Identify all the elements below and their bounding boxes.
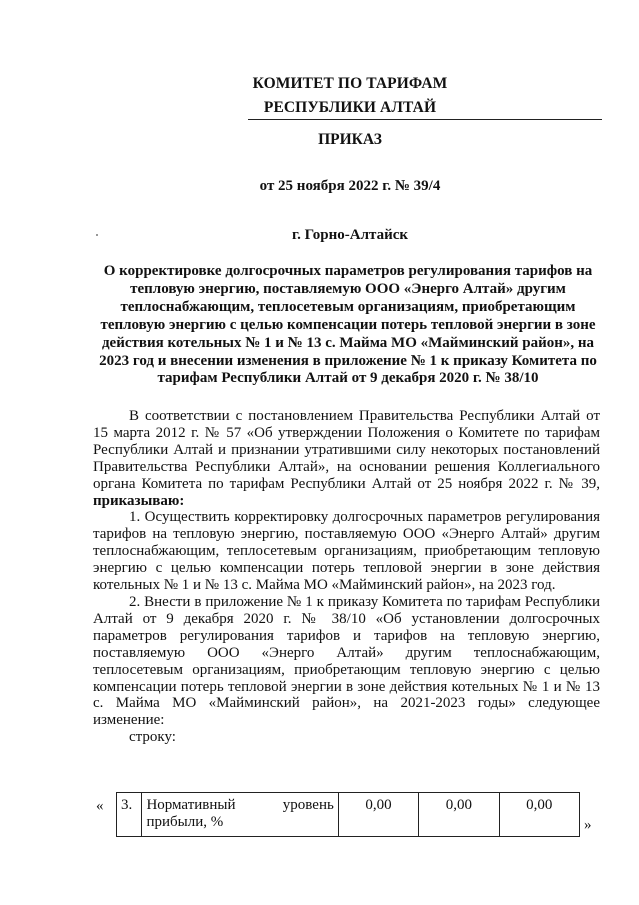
order-subject: О корректировке долгосрочных параметров регулирования тарифов на тепловую энергию, поставляемую ООО «Энерго Алтай» другим теплоснабжающим, теплосетевым организациям, приобретающим тепловую энергию с целью компенсации потерь тепловой энергии в зоне действия котельных № 1 и № 13 с. Майма МО «Майминский район», на 2023 год и внесении изменения в приложение № 1 к приказу Комитета по тарифам Республики Алтай от 9 декабря 2020 г. № 38/10 <box>99 263 597 387</box>
order-title: ПРИКАЗ <box>318 131 382 148</box>
order-date: от 25 ноября 2022 г. № 39/4 <box>259 178 441 194</box>
amendment-table <box>116 792 580 837</box>
table-close-quote: » <box>584 817 592 833</box>
row-name: Нормативный уровень прибыли, % <box>142 793 338 837</box>
table-open-quote: « <box>96 798 104 814</box>
order-body <box>93 408 600 746</box>
item-1-paragraph: 1. Осуществить корректировку долгосрочных параметров регулирования тарифов на тепловую энергию, поставляемую ООО «Энерго Алтай» другим теплоснабжающим, теплосетевым организациям, приобретающим тепловую энергию с целью компенсации потерь тепловой энергии в зоне действия котельных № 1 и № 13 с. Майма МО «Майминский район», на 2023 год. <box>93 509 600 594</box>
preamble-text: В соответствии с постановлением Правительства Республики Алтай от 15 марта 2012 г. № 57 «Об утверждении Положения о Комитете по тарифам Республики Алтай и признании утратившими силу некоторых постановлений Правительства Республики Алтай», на основании решения Коллегиального органа Комитета по тарифам Республики Алтай от 25 ноября 2022 г. № 39, <box>93 408 600 492</box>
row-number: 3. <box>117 793 142 837</box>
committee-name-line2: РЕСПУБЛИКИ АЛТАЙ <box>263 99 437 116</box>
order-city: г. Горно-Алтайск <box>291 227 409 243</box>
row-value-3: 0,00 <box>499 793 579 837</box>
row-value-2: 0,00 <box>419 793 499 837</box>
table-row <box>117 793 580 837</box>
item-2-paragraph: 2. Внести в приложение № 1 к приказу Комитета по тарифам Республики Алтай от 9 декабря 2020 г. № 38/10 «Об установлении долгосрочных параметров регулирования тарифов и тарифов на тепловую энергию, поставляемую ООО «Энерго Алтай» другим теплоснабжающим, теплосетевым организациям, приобретающим тепловую энергию с целью компенсации потерь тепловой энергии в зоне действия котельных № 1 и № 13 с. Майма МО «Майминский район», на 2021-2023 годы» следующее изменение: <box>93 593 600 729</box>
row-intro: строку: <box>129 729 176 746</box>
header-rule <box>248 119 602 120</box>
order-word: приказываю: <box>93 492 185 509</box>
committee-name-line1: КОМИТЕТ ПО ТАРИФАМ <box>252 75 448 92</box>
row-value-1: 0,00 <box>338 793 418 837</box>
preamble-paragraph <box>93 408 600 509</box>
